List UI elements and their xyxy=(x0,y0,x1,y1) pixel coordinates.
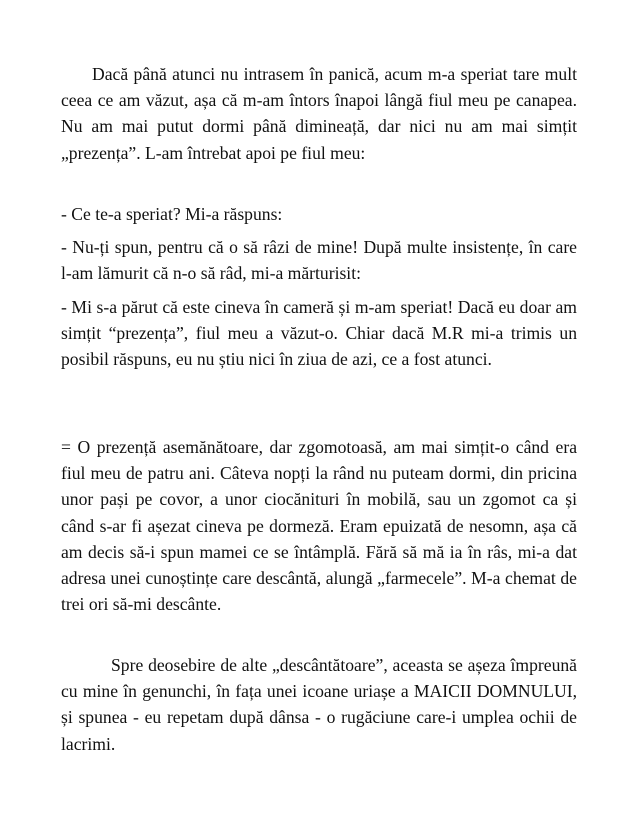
paragraph-2: - Ce te-a speriat? Mi-a răspuns: xyxy=(61,204,283,224)
paragraph-6: Spre deosebire de alte „descântătoare”, aceasta se așeza împreună cu mine în genunchi, în fața unei icoane uriașe a MAICII DOMNULUI, și spunea - eu repetam după dânsa - o rugăciune care-i umplea ochii de lacrimi. xyxy=(61,655,577,754)
paragraph-3: - Nu-ți spun, pentru că o să râzi de mine! După multe insistențe, în care l-am lămurit că n-o să râd, mi-a mărturisit: xyxy=(61,237,577,284)
paragraph-5: = O prezență asemănătoare, dar zgomotoasă, am mai simțit-o când era fiul meu de patru ani. Câteva nopți la rând nu puteam dormi, din pricina unor pași pe covor, a unor ciocănituri în mobilă, sau un zgomot ca și când s-ar fi așezat cineva pe dormeză. Eram epuizată de nesomn, așa că am decis să-i spun mamei ce se întâmplă. Fără să mă ia în râs, mi-a dat adresa unei cunoștințe care descântă, alungă „farmecele”. M-a chemat de trei ori să-mi descânte. xyxy=(61,437,577,615)
paragraph-1: Dacă până atunci nu intrasem în panică, acum m-a speriat tare mult ceea ce am văzut, așa că m-am întors înapoi lângă fiul meu pe canapea. Nu am mai putut dormi până dimineață, dar nici nu am mai simțit „prezența”. L-am întrebat apoi pe fiul meu: xyxy=(61,64,577,163)
paragraph-4: - Mi s-a părut că este cineva în cameră și m-am speriat! Dacă eu doar am simțit “prezența”, fiul meu a văzut-o. Chiar dacă M.R mi-a trimis un posibil răspuns, eu nu știu nici în ziua de azi, ce a fost atunci. xyxy=(61,297,577,370)
